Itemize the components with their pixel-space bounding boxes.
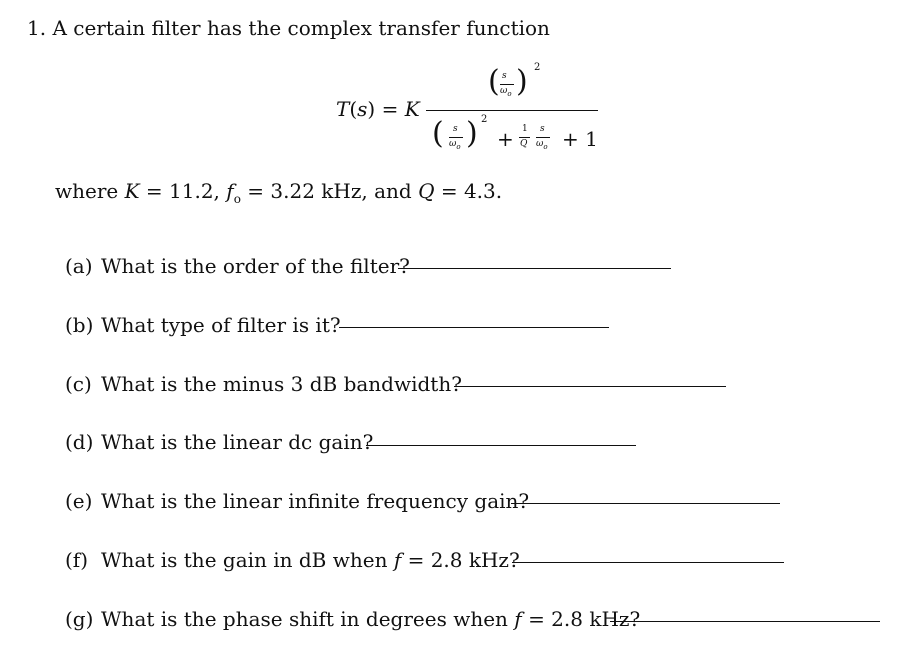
den-plus-one: + 1 (562, 127, 598, 151)
den-paren-left: ( (432, 116, 444, 151)
question-c: (c) What is the minus 3 dB bandwidth? (65, 372, 462, 396)
question-d: (d) What is the linear dc gain? (65, 430, 374, 454)
num-paren-right: ) (516, 64, 528, 99)
den-frac-bar (449, 137, 463, 138)
formula-lhs: T(s) = K (336, 97, 420, 121)
den-s: s (453, 124, 458, 134)
answer-line-a[interactable] (398, 268, 671, 269)
den-q: Q (520, 139, 528, 149)
main-fraction-bar (426, 110, 598, 111)
den-plus: + (497, 127, 514, 151)
problem-intro: A certain filter has the complex transfer function (52, 16, 550, 40)
den-one: 1 (522, 124, 528, 134)
answer-line-e[interactable] (511, 503, 780, 504)
den-q-frac-bar (519, 137, 530, 138)
den-s2: s (540, 124, 545, 134)
num-frac-bar (500, 84, 514, 85)
question-a: (a) What is the order of the filter? (65, 254, 410, 278)
den-exponent: 2 (481, 114, 488, 125)
den-omega: $\omega_o$ (449, 139, 461, 151)
den-omega-2: $\omega_o$ (536, 139, 548, 151)
question-f: (f) What is the gain in dB when f = 2.8 kHz? (65, 548, 520, 572)
answer-line-c[interactable] (454, 386, 726, 387)
answer-line-g[interactable] (610, 621, 880, 622)
num-exponent: 2 (534, 62, 541, 73)
question-e: (e) What is the linear infinite frequency gain? (65, 489, 530, 513)
question-b: (b) What type of filter is it? (65, 313, 341, 337)
answer-line-f[interactable] (512, 562, 784, 563)
num-s: s (502, 71, 507, 81)
num-omega: $\omega_o$ (500, 86, 512, 98)
answer-line-d[interactable] (366, 445, 636, 446)
den-frac-bar-2 (536, 137, 550, 138)
question-g: (g) What is the phase shift in degrees when f = 2.8 kHz? (65, 607, 641, 631)
den-paren-right: ) (466, 116, 478, 151)
transfer-function-formula (0, 0, 906, 170)
problem-number: 1. (27, 16, 47, 40)
answer-line-b[interactable] (339, 327, 609, 328)
num-paren-left: ( (488, 64, 500, 99)
parameter-values: where K = 11.2, $f_o = 3.22$ kHz, and Q = 4.3. (55, 179, 503, 206)
